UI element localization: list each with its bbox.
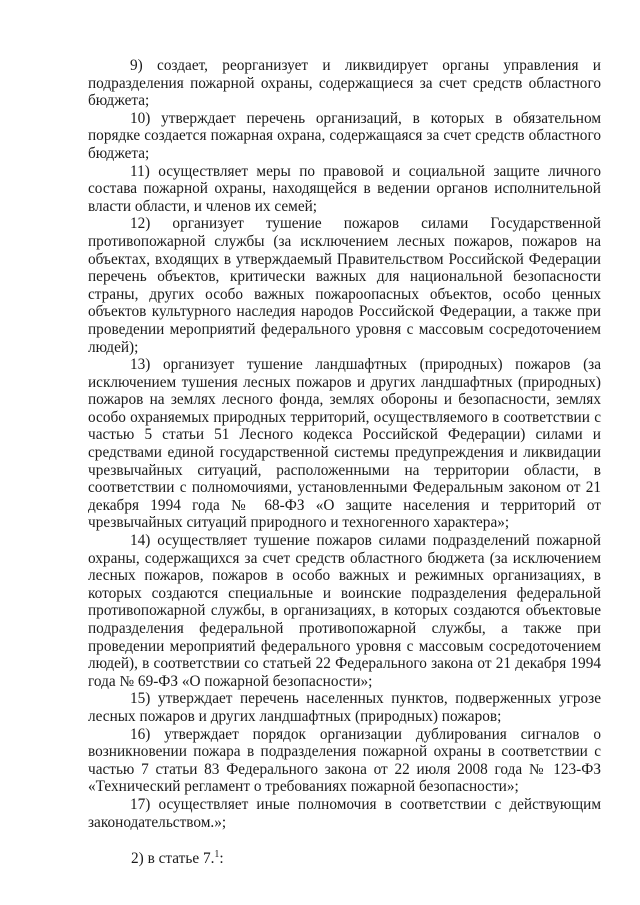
list-item: 10) утверждает перечень организаций, в которых в обязательном порядке создается пожарная охрана, содержащаяся за счет средств областного бюджета; — [88, 109, 601, 162]
amendment-text: 2) в статье 7. — [131, 850, 215, 867]
document-body — [88, 57, 601, 831]
list-item: 11) осуществляет меры по правовой и социальной защите личного состава пожарной охраны, находящейся в ведении органов исполнительной власти области, и членов их семей; — [88, 162, 601, 215]
list-item: 17) осуществляет иные полномочия в соответствии с действующим законодательством.»; — [88, 795, 601, 831]
list-item: 15) утверждает перечень населенных пунктов, подверженных угрозе лесных пожаров и других ландшафтных (природных) пожаров; — [88, 690, 601, 725]
list-item: 9) создает, реорганизует и ликвидирует органы управления и подразделения пожарной охраны, содержащиеся за счет средств областного бюджета; — [88, 57, 601, 110]
list-item: 16) утверждает порядок организации дублирования сигналов о возникновении пожара в подразделения пожарной охраны в соответствии с частью 7 статьи 83 Федерального закона от 22 июля 2008 года № 123-ФЗ «Технический регламент о требованиях пожарной безопасности»; — [88, 725, 601, 796]
list-item: 12) организует тушение пожаров силами Государственной противопожарной службы (за исключением лесных пожаров, пожаров на объектах, входящих в утверждаемый Правительством Российской Федерации перечень объектов, критически важных для национальной безопасности страны, других особо важных пожароопасных объектов, особо ценных объектов культурного наследия народов Российской Федерации, а также при проведении мероприятий федерального уровня с массовым сосредоточением людей); — [88, 215, 601, 356]
list-item: 13) организует тушение ландшафтных (природных) пожаров (за исключением тушения лесных пожаров и других ландшафтных (природных) пожаров на землях лесного фонда, землях обороны и безопасности, землях особо охраняемых природных территорий, осуществляемого в соответствии с частью 5 статьи 51 Лесного кодекса Российской Федерации) силами и средствами единой государственной системы предупреждения и ликвидации чрезвычайных ситуаций, расположенными на территории области, в соответствии с полномочиями, установленными Федеральным законом от 21 декабря 1994 года № 68-ФЗ «О защите населения и территорий от чрезвычайных ситуаций природного и техногенного характера»; — [88, 356, 601, 532]
amendment-suffix: : — [219, 850, 224, 867]
amendment-line — [131, 846, 224, 868]
list-item: 14) осуществляет тушение пожаров силами подразделений пожарной охраны, содержащихся за счет средств областного бюджета (за исключением лесных пожаров, пожаров в особо важных и режимных организациях, в которых создаются специальные и воинские подразделения федеральной противопожарной службы, в организациях, в которых создаются объектовые подразделения федеральной противопожарной службы, а также при проведении мероприятий федерального уровня с массовым сосредоточением людей), в соответствии со статьей 22 Федерального закона от 21 декабря 1994 года № 69-ФЗ «О пожарной безопасности»; — [88, 532, 601, 690]
amendment-superscript: 1 — [214, 849, 220, 860]
